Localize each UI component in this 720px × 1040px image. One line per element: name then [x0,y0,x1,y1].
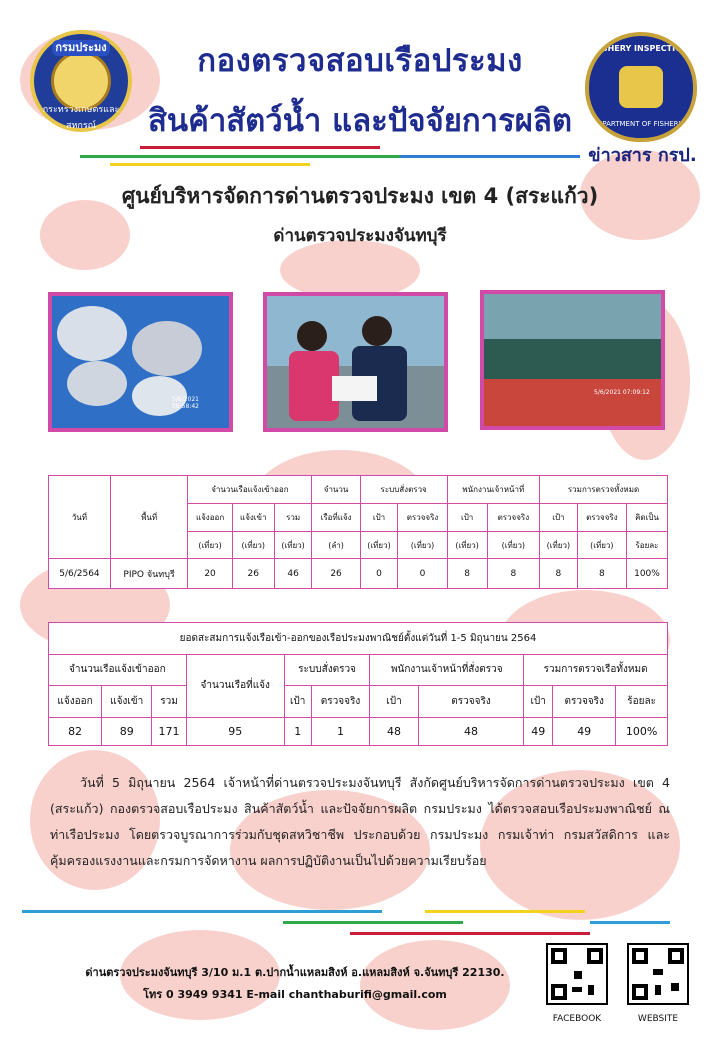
divider-line [22,910,382,913]
header-target: เป้า [524,686,553,718]
cumulative-inspection-table [48,622,668,746]
unit-trip: (เที่ยว) [232,531,274,559]
header-actual: ตรวจจริง [487,503,539,531]
cell-in: 26 [232,559,274,589]
unit-boat: (ลำ) [312,531,360,559]
header-actual: ตรวจจริง [418,686,524,718]
logo-text-bottom: DEPARTMENT OF FISHERIES [592,120,690,128]
cell-total: 46 [274,559,312,589]
cell-boats: 26 [312,559,360,589]
unit-trip: (เที่ยว) [540,531,578,559]
divider-line [350,932,590,935]
page-title-line1: กองตรวจสอบเรือประมง [197,43,523,79]
cell-total-target: 49 [524,717,553,745]
footer-address: ด่านตรวจประมงจันทบุรี 3/10 ม.1 ต.ปากน้ำแหลมสิงห์ อ.แหลมสิงห์ จ.จันทบุรี 22130. [85,966,505,979]
header-actual: ตรวจจริง [577,503,626,531]
cell-in: 89 [102,717,152,745]
photo-boat-deck [480,290,665,430]
daily-inspection-table [48,475,668,589]
cell-officer-actual: 8 [487,559,539,589]
cell-total: 171 [152,717,186,745]
header-notify-group: จำนวนเรือแจ้งเข้าออก [49,654,187,686]
cell-out: 82 [49,717,102,745]
header-count: จำนวน [312,476,360,504]
header-actual: ตรวจจริง [398,503,447,531]
unit-trip: (เที่ยว) [360,531,398,559]
cell-total-actual: 8 [577,559,626,589]
header-actual: ตรวจจริง [553,686,616,718]
cell-area: PIPO จันทบุรี [110,559,187,589]
table-row [49,717,668,745]
header-officer-group: พนักงานเจ้าหน้าที่สั่งตรวจ [370,654,524,686]
header-notify-total: รวม [152,686,186,718]
cell-officer-actual: 48 [418,717,524,745]
cell-out: 20 [188,559,232,589]
website-qr-code[interactable] [627,943,689,1005]
website-label: WEBSITE [637,1014,679,1024]
footer-contact [50,962,540,1006]
header-percent: ร้อยละ [616,686,668,718]
facebook-qr-code[interactable] [546,943,608,1005]
logo-emblem [619,66,663,108]
header-system-group: ระบบสั่งตรวจ [360,476,447,504]
divider-line [590,921,670,924]
background-blob [280,240,420,300]
cell-officer-target: 8 [447,559,487,589]
unit-trip: (เที่ยว) [398,531,447,559]
header-target: เป้า [284,686,311,718]
table-caption: ยอดสะสมการแจ้งเรือเข้า-ออกของเรือประมงพาณิชย์ตั้งแต่วันที่ 1-5 มิถุนายน 2564 [49,623,668,655]
cell-officer-target: 48 [370,717,418,745]
header-percent-of: คิดเป็น [626,503,667,531]
divider-line [425,910,585,913]
cell-date: 5/6/2564 [49,559,111,589]
header-notify-in: แจ้งเข้า [102,686,152,718]
divider-line [80,155,400,158]
center-title: ศูนย์บริหารจัดการด่านตรวจประมง เขต 4 (สระแก้ว) [121,184,599,208]
logo-text-bottom: กระทรวงเกษตรและสหกรณ์ [42,105,120,131]
cell-boats: 95 [186,717,284,745]
header-notified-boats: เรือที่แจ้ง [312,503,360,531]
unit-trip: (เที่ยว) [447,531,487,559]
report-paragraph: วันที่ 5 มิถุนายน 2564 เจ้าหน้าที่ด่านตรวจประมงจันทบุรี สังกัดศูนย์บริหารจัดการด่านตรวจประมง เขต 4 (สระแก้ว) กองตรวจสอบเรือประมง สินค้าสัตว์น้ำ และปัจจัยการผลิต กรมประมง ได้ตรวจสอบเรือประมงพาณิชย์ ณ ท่าเรือประมง โดยตรวจบูรณาการร่วมกับชุดสหวิชาชีพ ประกอบด้วย กรมประมง กรมเจ้าท่า กรมสวัสดิการ และคุ้มครองแรงงานและกรมการจัดหางาน ผลการปฏิบัติงานเป็นไปด้วยความเรียบร้อย [50,775,670,868]
divider-line [110,163,310,166]
unit-trip: (เที่ยว) [188,531,232,559]
header-notify-group: จำนวนเรือแจ้งเข้าออก [188,476,312,504]
cell-percent: 100% [616,717,668,745]
photo-stamp: 5/6/2021 06:58:42 [172,396,199,410]
divider-line [283,921,463,924]
unit-percent: ร้อยละ [626,531,667,559]
table-row [49,559,668,589]
cell-total-target: 8 [540,559,578,589]
center-subtitle: ด่านตรวจประมงจันทบุรี [273,226,447,246]
logo-text-top: FISHERY INSPECTION [593,44,689,53]
unit-trip: (เที่ยว) [577,531,626,559]
news-label: ข่าวสาร กรป. [588,145,697,166]
header-notify-out: แจ้งออก [49,686,102,718]
header-target: เป้า [370,686,418,718]
photo-fish-baskets [48,292,233,432]
header-boats: จำนวนเรือที่แจ้ง [186,654,284,717]
header-notify-total: รวม [274,503,312,531]
unit-trip: (เที่ยว) [487,531,539,559]
header-total-group: รวมการตรวจเรือทั้งหมด [524,654,668,686]
unit-trip: (เที่ยว) [274,531,312,559]
header-area: พื้นที่ [110,476,187,559]
divider-line [400,155,580,158]
department-logo [30,30,132,132]
header-date: วันที่ [49,476,111,559]
divider-line [140,146,380,149]
logo-text-top: กรมประมง [52,40,110,56]
header-total-group: รวมการตรวจทั้งหมด [540,476,668,504]
header-target: เป้า [540,503,578,531]
header-notify-out: แจ้งออก [188,503,232,531]
photo-officers-inspection [263,292,448,432]
header-notify-in: แจ้งเข้า [232,503,274,531]
page-title-line2: สินค้าสัตว์น้ำ และปัจจัยการผลิต [147,103,573,139]
header-target: เป้า [447,503,487,531]
footer-phone-email: โทร 0 3949 9341 E-mail chanthaburifi@gmail.com [143,988,447,1001]
header-officer-group: พนักงานเจ้าหน้าที่ [447,476,539,504]
cell-system-actual: 1 [311,717,370,745]
facebook-label: FACEBOOK [552,1014,602,1024]
header-system-group: ระบบสั่งตรวจ [284,654,370,686]
photo-stamp: 5/6/2021 07:09:12 [594,389,650,396]
cell-system-target: 0 [360,559,398,589]
header-actual: ตรวจจริง [311,686,370,718]
fishery-inspection-logo [585,32,697,142]
cell-percent: 100% [626,559,667,589]
cell-system-actual: 0 [398,559,447,589]
cell-total-actual: 49 [553,717,616,745]
cell-system-target: 1 [284,717,311,745]
header-target: เป้า [360,503,398,531]
